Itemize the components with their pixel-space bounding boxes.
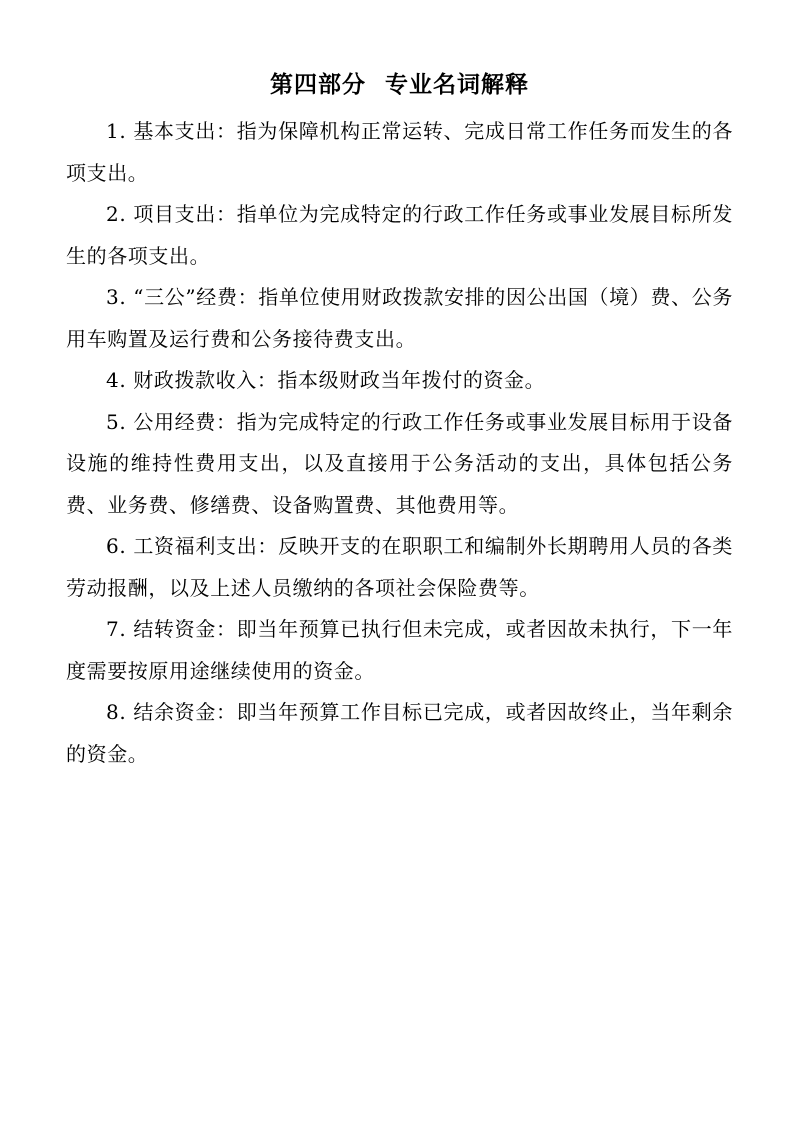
term-definition-three-public-funds: 3. “三公”经费：指单位使用财政拨款安排的因公出国（境）费、公务用车购置及运行费和公务接待费支出。 <box>66 285 733 351</box>
term-definition-surplus-funds: 8. 结余资金：即当年预算工作目标已完成，或者因故终止，当年剩余的资金。 <box>66 700 733 766</box>
term-definition-basic-expenditure: 1. 基本支出：指为保障机构正常运转、完成日常工作任务而发生的各项支出。 <box>66 119 733 185</box>
term-definition-project-expenditure: 2. 项目支出：指单位为完成特定的行政工作任务或事业发展目标所发生的各项支出。 <box>66 202 733 268</box>
term-definition-fiscal-appropriation-income: 4. 财政拨款收入：指本级财政当年拨付的资金。 <box>106 368 546 392</box>
term-definition-carryover-funds: 7. 结转资金：即当年预算已执行但未完成，或者因故未执行，下一年度需要按原用途继续使用的资金。 <box>66 617 733 683</box>
term-definition-salary-welfare-expenditure: 6. 工资福利支出：反映开支的在职职工和编制外长期聘用人员的各类劳动报酬，以及上述人员缴纳的各项社会保险费等。 <box>66 534 733 600</box>
page-title: 第四部分 专业名词解释 <box>269 72 529 98</box>
term-definition-public-funds: 5. 公用经费：指为完成特定的行政工作任务或事业发展目标用于设备设施的维持性费用支出，以及直接用于公务活动的支出，具体包括公务费、业务费、修缮费、设备购置费、其他费用等。 <box>66 409 733 517</box>
document-body <box>66 111 733 775</box>
